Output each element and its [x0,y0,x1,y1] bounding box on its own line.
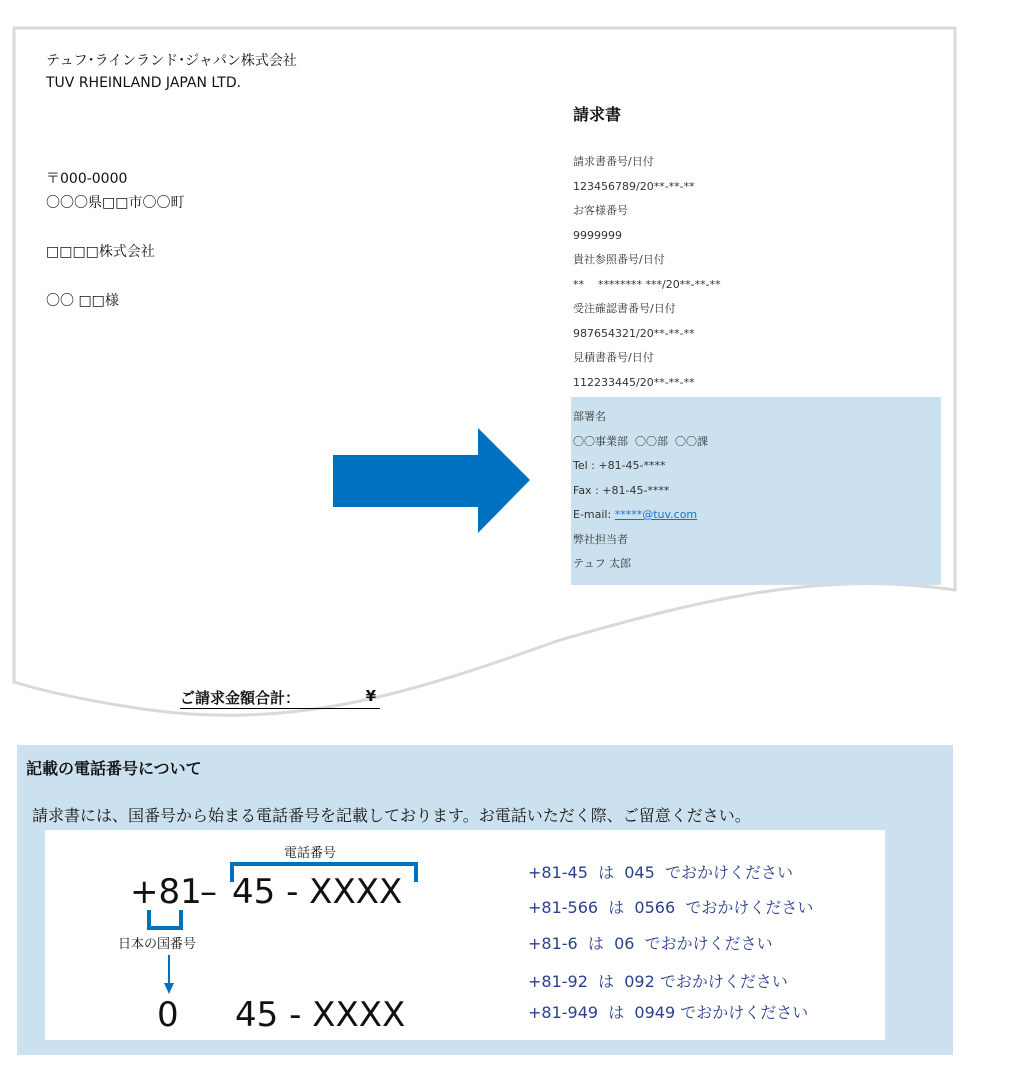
example-5: +81-949 は 0949 でおかけください [528,1003,809,1022]
person-label: 弊社担当者 [573,532,628,546]
field-label: 見積書番号/日付 [573,351,654,364]
company-en: TUV RHEINLAND JAPAN LTD. [46,75,242,91]
note-text: 請求書には、国番号から始まる電話番号を記載しております。お電話いただく際、ご留意ください。 [32,806,751,825]
address: 〇〇〇県□□市〇〇町 [46,195,185,211]
note-heading: 記載の電話番号について [26,759,202,778]
email-link[interactable]: *****@tuv.com [614,508,698,521]
field-value: 112233445/20**-**-** [573,375,695,389]
fax: Fax : +81-45-**** [573,483,670,497]
customer-name: 〇〇 □□様 [46,293,119,309]
intl-code: +81 [130,872,202,912]
customer-company: □□□□株式会社 [46,244,155,260]
dept-label: 部署名 [573,410,606,423]
invoice-title: 請求書 [573,105,622,124]
field-value: 987654321/20**-**-** [573,326,695,340]
local-number: 45 - XXXX [232,872,403,912]
example-3: +81-6 は 06 でおかけください [528,934,773,953]
email-label: E-mail: [573,508,615,521]
dept: 〇〇事業部 〇〇部 〇〇課 [573,434,708,448]
phone-label: 電話番号 [284,846,337,861]
dash: – [200,872,217,912]
tel: Tel : +81-45-**** [573,459,666,472]
zero: 0 [157,995,179,1035]
field-label: お客様番号 [573,204,628,217]
example-2: +81-566 は 0566 でおかけください [528,898,814,917]
field-label: 受注確認書番号/日付 [573,302,676,315]
person: テュフ 太郎 [573,557,632,570]
field-value: 9999999 [573,228,622,242]
example-4: +81-92 は 092 でおかけください [528,972,788,991]
field-label: 貴社参照番号/日付 [573,253,665,266]
postal-code: 〒000-0000 [46,171,128,187]
field-value: ** ******** ***/20**-**-** [573,277,721,291]
total-currency: ¥ [365,687,376,705]
country-label: 日本の国番号 [118,937,197,952]
company-jp: テュフ･ラインランド･ジャパン株式会社 [46,53,297,69]
domestic-number: 45 - XXXX [235,995,406,1035]
total-label: ご請求金額合計： [180,689,301,707]
example-1: +81-45 は 045 でおかけください [528,863,793,882]
country-bracket [149,910,181,928]
field-label: 請求書番号/日付 [573,155,654,168]
field-value: 123456789/20**-**-** [573,179,695,193]
